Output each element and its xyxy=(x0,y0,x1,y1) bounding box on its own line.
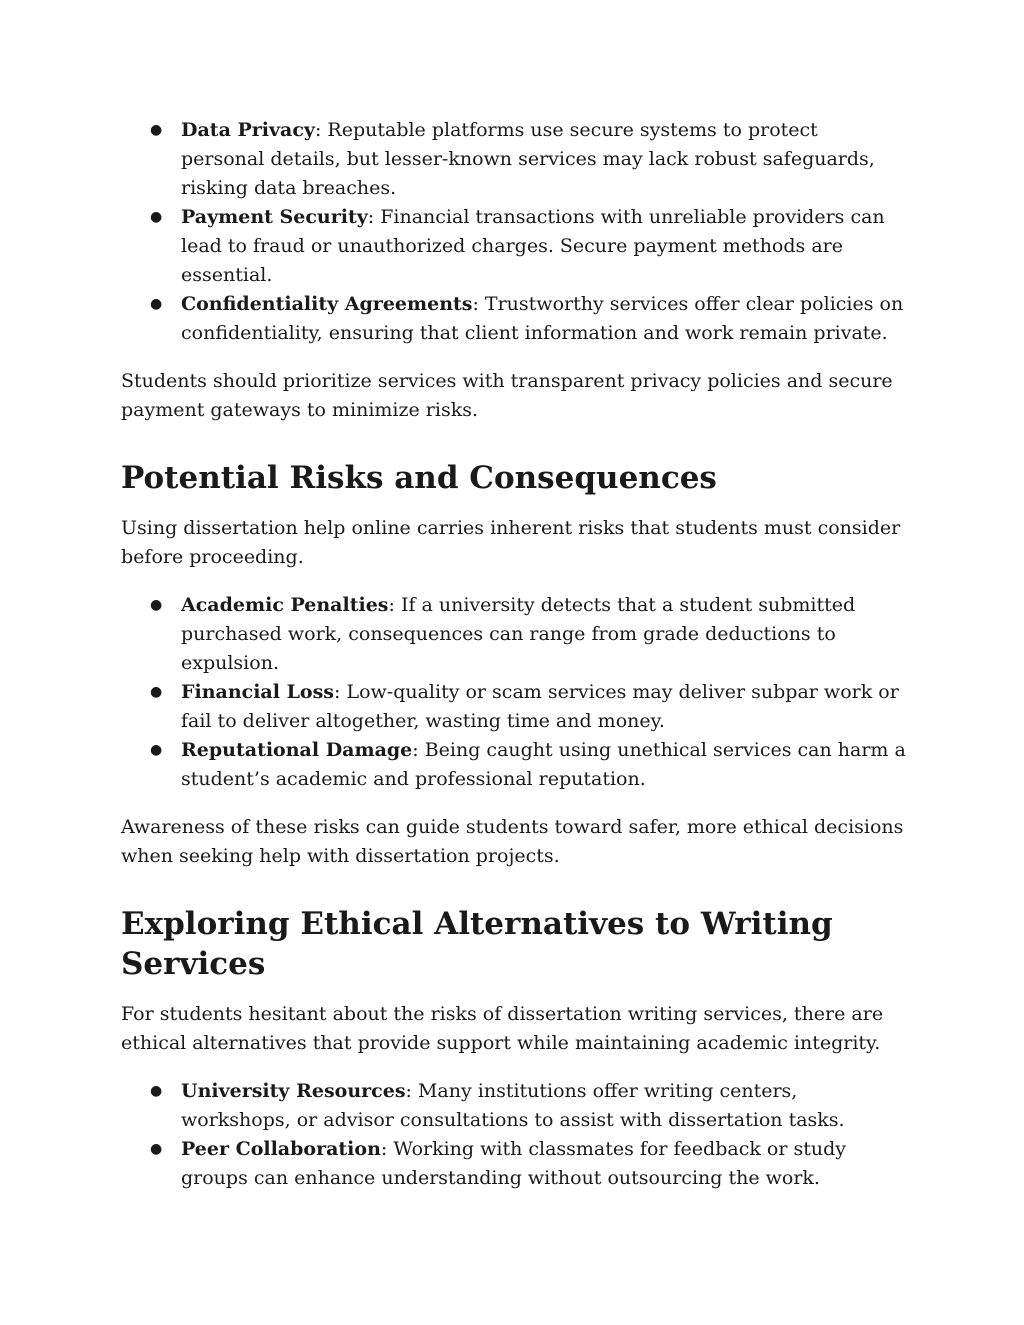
list-item-term: Peer Collaboration xyxy=(181,1138,381,1160)
bullet-icon: ● xyxy=(150,742,163,758)
section-heading: Exploring Ethical Alternatives to Writing Services xyxy=(121,906,833,982)
bullet-icon: ● xyxy=(150,209,163,225)
alternatives-list xyxy=(121,1077,906,1193)
list-item-term: Reputational Damage xyxy=(181,739,413,761)
list-item xyxy=(150,1077,906,1135)
body-paragraph: Awareness of these risks can guide students toward safer, more ethical decisions when seeking help with dissertation projects. xyxy=(121,816,904,867)
privacy-list xyxy=(121,116,906,348)
list-item-text: : Being caught using unethical services can harm a student’s academic and professional reputation. xyxy=(181,739,906,790)
risks-list xyxy=(121,591,906,794)
bullet-icon: ● xyxy=(150,122,163,138)
list-item-text: : Financial transactions with unreliable providers can lead to fraud or unauthorized charges. Secure payment methods are essential. xyxy=(181,206,885,286)
list-item-term: Financial Loss xyxy=(181,681,335,703)
bullet-icon: ● xyxy=(150,1083,163,1099)
list-item-text: : Many institutions offer writing centers, workshops, or advisor consultations to assist with dissertation tasks. xyxy=(181,1080,845,1131)
list-item-term: Academic Penalties xyxy=(181,594,389,616)
list-item xyxy=(150,1135,906,1193)
list-item xyxy=(150,591,906,678)
body-paragraph: Students should prioritize services with transparent privacy policies and secure payment gateways to minimize risks. xyxy=(121,370,893,421)
list-item-text: : Trustworthy services offer clear policies on confidentiality, ensuring that client information and work remain private. xyxy=(181,293,904,344)
list-item-text: : Working with classmates for feedback or study groups can enhance understanding without outsourcing the work. xyxy=(181,1138,846,1189)
list-item-term: Data Privacy xyxy=(181,119,315,141)
list-item xyxy=(150,678,906,736)
list-item-term: Payment Security xyxy=(181,206,368,228)
bullet-icon: ● xyxy=(150,296,163,312)
list-item xyxy=(150,116,906,203)
bullet-icon: ● xyxy=(150,1141,163,1157)
list-item-term: Confidentiality Agreements xyxy=(181,293,473,315)
body-paragraph: For students hesitant about the risks of dissertation writing services, there are ethical alternatives that provide support while maintaining academic integrity. xyxy=(121,1003,884,1054)
bullet-icon: ● xyxy=(150,597,163,613)
list-item-text: : Low-quality or scam services may deliver subpar work or fail to deliver altogether, wasting time and money. xyxy=(181,681,899,732)
list-item-text: : If a university detects that a student submitted purchased work, consequences can range from grade deductions to expulsion. xyxy=(181,594,856,674)
list-item xyxy=(150,290,906,348)
document-page xyxy=(121,116,906,1193)
body-paragraph: Using dissertation help online carries inherent risks that students must consider before proceeding. xyxy=(121,517,901,568)
list-item-term: University Resources xyxy=(181,1080,406,1102)
bullet-icon: ● xyxy=(150,684,163,700)
list-item xyxy=(150,736,906,794)
section-heading: Potential Risks and Consequences xyxy=(121,460,717,496)
list-item xyxy=(150,203,906,290)
list-item-text: : Reputable platforms use secure systems to protect personal details, but lesser-known services may lack robust safeguards, risking data breaches. xyxy=(181,119,875,199)
